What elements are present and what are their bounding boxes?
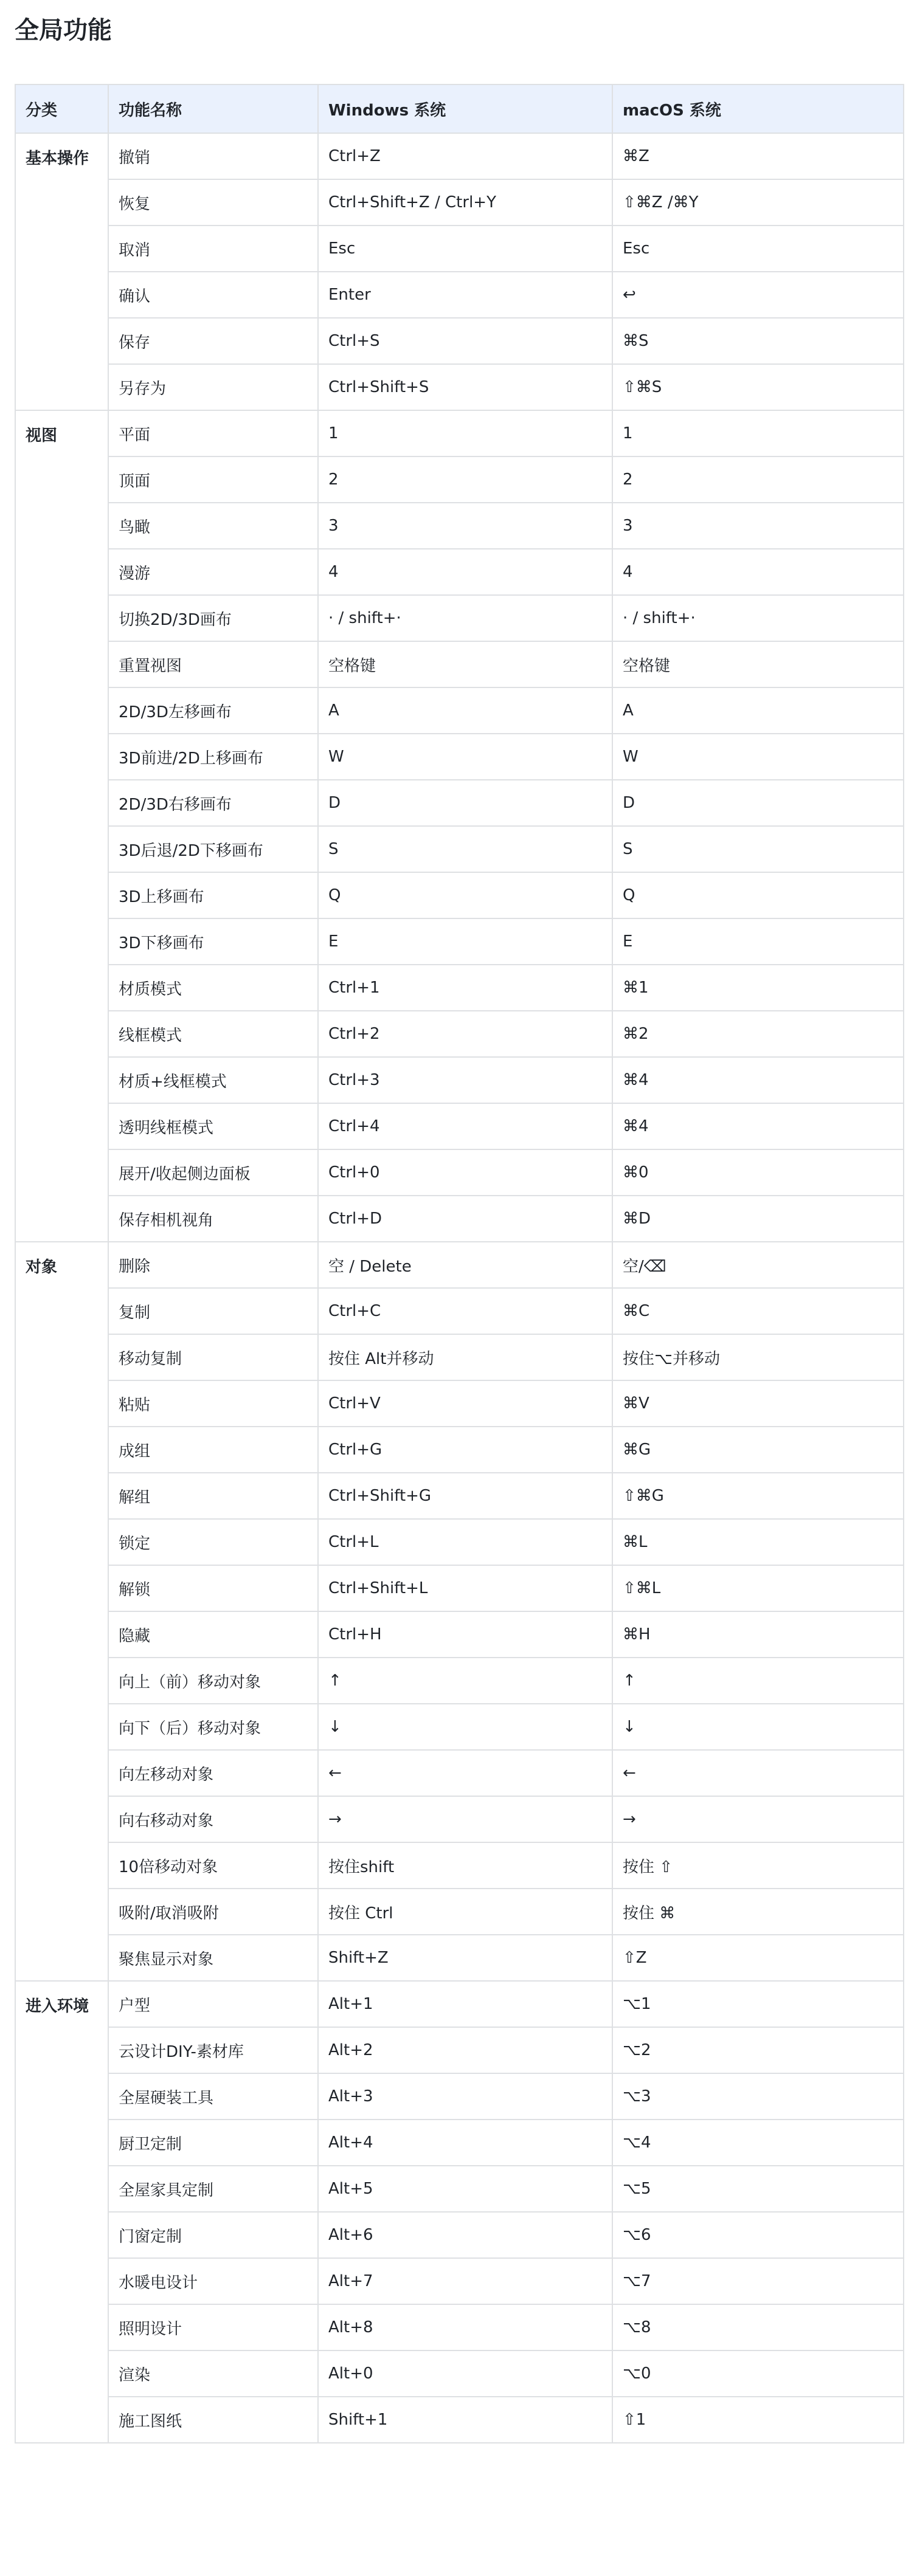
windows-shortcut-cell: Alt+8 [318, 2304, 612, 2350]
macos-shortcut-cell: 4 [612, 549, 904, 595]
function-name-cell: 渲染 [108, 2350, 318, 2397]
windows-shortcut-cell: 按住 Alt并移动 [318, 1334, 612, 1380]
function-name-cell: 2D/3D右移画布 [108, 780, 318, 826]
macos-shortcut-cell: 按住 ⇧ [612, 1842, 904, 1889]
function-name-cell: 确认 [108, 272, 318, 318]
table-header-row [15, 84, 904, 133]
macos-shortcut-cell: · / shift+· [612, 595, 904, 641]
macos-shortcut-cell: ↑ [612, 1658, 904, 1704]
table-row [15, 1288, 904, 1334]
windows-shortcut-cell: Ctrl+3 [318, 1057, 612, 1103]
macos-shortcut-cell: → [612, 1796, 904, 1842]
function-name-cell: 重置视图 [108, 641, 318, 687]
header-macos: macOS 系统 [612, 84, 904, 133]
macos-shortcut-cell: S [612, 826, 904, 872]
function-name-cell: 锁定 [108, 1519, 318, 1565]
macos-shortcut-cell: ⌘H [612, 1611, 904, 1658]
table-row [15, 826, 904, 872]
function-name-cell: 展开/收起侧边面板 [108, 1149, 318, 1196]
table-row [15, 2166, 904, 2212]
windows-shortcut-cell: Ctrl+Shift+S [318, 364, 612, 410]
category-cell: 进入环境 [15, 1981, 108, 2443]
macos-shortcut-cell: ⌘4 [612, 1057, 904, 1103]
table-row [15, 1842, 904, 1889]
macos-shortcut-cell: ⌘S [612, 318, 904, 364]
table-row [15, 1057, 904, 1103]
table-row [15, 410, 904, 456]
windows-shortcut-cell: Ctrl+1 [318, 965, 612, 1011]
macos-shortcut-cell: ⌘L [612, 1519, 904, 1565]
function-name-cell: 向左移动对象 [108, 1750, 318, 1796]
windows-shortcut-cell: 按住 Ctrl [318, 1889, 612, 1935]
function-name-cell: 鸟瞰 [108, 503, 318, 549]
windows-shortcut-cell: Shift+Z [318, 1935, 612, 1981]
windows-shortcut-cell: 3 [318, 503, 612, 549]
function-name-cell: 切换2D/3D画布 [108, 595, 318, 641]
windows-shortcut-cell: Ctrl+Shift+G [318, 1473, 612, 1519]
macos-shortcut-cell: ⌥1 [612, 1981, 904, 2027]
macos-shortcut-cell: 空格键 [612, 641, 904, 687]
table-row [15, 133, 904, 179]
table-row [15, 503, 904, 549]
windows-shortcut-cell: Ctrl+S [318, 318, 612, 364]
function-name-cell: 解组 [108, 1473, 318, 1519]
table-row [15, 734, 904, 780]
table-row [15, 965, 904, 1011]
shortcut-table [15, 84, 904, 2443]
windows-shortcut-cell: Alt+1 [318, 1981, 612, 2027]
function-name-cell: 全屋家具定制 [108, 2166, 318, 2212]
page-title: 全局功能 [15, 16, 112, 44]
macos-shortcut-cell: ⇧⌘Z /⌘Y [612, 179, 904, 226]
function-name-cell: 聚焦显示对象 [108, 1935, 318, 1981]
table-row [15, 1658, 904, 1704]
windows-shortcut-cell: Alt+7 [318, 2258, 612, 2304]
table-row [15, 1519, 904, 1565]
macos-shortcut-cell: ⌥5 [612, 2166, 904, 2212]
table-row [15, 1103, 904, 1149]
macos-shortcut-cell: ⌥6 [612, 2212, 904, 2258]
table-row [15, 2120, 904, 2166]
table-row [15, 456, 904, 503]
macos-shortcut-cell: ⇧⌘S [612, 364, 904, 410]
windows-shortcut-cell: Ctrl+Shift+L [318, 1565, 612, 1611]
function-name-cell: 保存 [108, 318, 318, 364]
macos-shortcut-cell: ⌘0 [612, 1149, 904, 1196]
macos-shortcut-cell: ↩ [612, 272, 904, 318]
windows-shortcut-cell: Ctrl+4 [318, 1103, 612, 1149]
table-row [15, 1380, 904, 1427]
macos-shortcut-cell: ⌘D [612, 1196, 904, 1242]
windows-shortcut-cell: W [318, 734, 612, 780]
function-name-cell: 透明线框模式 [108, 1103, 318, 1149]
table-row [15, 2027, 904, 2073]
function-name-cell: 全屋硬装工具 [108, 2073, 318, 2120]
macos-shortcut-cell: ⌥7 [612, 2258, 904, 2304]
macos-shortcut-cell: Esc [612, 226, 904, 272]
function-name-cell: 隐藏 [108, 1611, 318, 1658]
windows-shortcut-cell: Alt+4 [318, 2120, 612, 2166]
function-name-cell: 线框模式 [108, 1011, 318, 1057]
function-name-cell: 3D下移画布 [108, 918, 318, 965]
table-row [15, 1473, 904, 1519]
macos-shortcut-cell: ⌘C [612, 1288, 904, 1334]
windows-shortcut-cell: Ctrl+G [318, 1427, 612, 1473]
function-name-cell: 平面 [108, 410, 318, 456]
macos-shortcut-cell: ⇧⌘L [612, 1565, 904, 1611]
macos-shortcut-cell: 3 [612, 503, 904, 549]
windows-shortcut-cell: A [318, 687, 612, 734]
windows-shortcut-cell: Ctrl+0 [318, 1149, 612, 1196]
function-name-cell: 复制 [108, 1288, 318, 1334]
function-name-cell: 照明设计 [108, 2304, 318, 2350]
table-body [15, 133, 904, 2443]
windows-shortcut-cell: Ctrl+Z [318, 133, 612, 179]
windows-shortcut-cell: Shift+1 [318, 2397, 612, 2443]
windows-shortcut-cell: Alt+2 [318, 2027, 612, 2073]
function-name-cell: 施工图纸 [108, 2397, 318, 2443]
function-name-cell: 成组 [108, 1427, 318, 1473]
macos-shortcut-cell: ⌥8 [612, 2304, 904, 2350]
category-cell: 基本操作 [15, 133, 108, 410]
windows-shortcut-cell: Esc [318, 226, 612, 272]
macos-shortcut-cell: ⌘Z [612, 133, 904, 179]
windows-shortcut-cell: E [318, 918, 612, 965]
function-name-cell: 保存相机视角 [108, 1196, 318, 1242]
category-cell: 视图 [15, 410, 108, 1242]
macos-shortcut-cell: ⌘V [612, 1380, 904, 1427]
windows-shortcut-cell: Ctrl+D [318, 1196, 612, 1242]
windows-shortcut-cell: → [318, 1796, 612, 1842]
category-cell: 对象 [15, 1242, 108, 1981]
function-name-cell: 3D后退/2D下移画布 [108, 826, 318, 872]
table-row [15, 780, 904, 826]
function-name-cell: 取消 [108, 226, 318, 272]
table-row [15, 2212, 904, 2258]
table-row [15, 318, 904, 364]
function-name-cell: 户型 [108, 1981, 318, 2027]
macos-shortcut-cell: ⇧1 [612, 2397, 904, 2443]
table-row [15, 872, 904, 918]
function-name-cell: 3D上移画布 [108, 872, 318, 918]
windows-shortcut-cell: D [318, 780, 612, 826]
macos-shortcut-cell: ⌘2 [612, 1011, 904, 1057]
macos-shortcut-cell: 1 [612, 410, 904, 456]
function-name-cell: 另存为 [108, 364, 318, 410]
windows-shortcut-cell: S [318, 826, 612, 872]
macos-shortcut-cell: ⌥3 [612, 2073, 904, 2120]
header-category: 分类 [15, 84, 108, 133]
function-name-cell: 吸附/取消吸附 [108, 1889, 318, 1935]
function-name-cell: 云设计DIY-素材库 [108, 2027, 318, 2073]
table-row [15, 2350, 904, 2397]
function-name-cell: 顶面 [108, 456, 318, 503]
table-row [15, 1981, 904, 2027]
macos-shortcut-cell: D [612, 780, 904, 826]
table-row [15, 1334, 904, 1380]
function-name-cell: 解锁 [108, 1565, 318, 1611]
table-row [15, 1242, 904, 1288]
function-name-cell: 向右移动对象 [108, 1796, 318, 1842]
table-row [15, 1011, 904, 1057]
table-row [15, 179, 904, 226]
macos-shortcut-cell: 按住⌥并移动 [612, 1334, 904, 1380]
windows-shortcut-cell: Enter [318, 272, 612, 318]
macos-shortcut-cell: ⇧Z [612, 1935, 904, 1981]
header-windows: Windows 系统 [318, 84, 612, 133]
macos-shortcut-cell: ⌥2 [612, 2027, 904, 2073]
table-row [15, 1196, 904, 1242]
table-row [15, 1889, 904, 1935]
windows-shortcut-cell: ↑ [318, 1658, 612, 1704]
table-row [15, 2397, 904, 2443]
table-row [15, 2258, 904, 2304]
macos-shortcut-cell: ⌘4 [612, 1103, 904, 1149]
table-row [15, 641, 904, 687]
table-row [15, 1935, 904, 1981]
function-name-cell: 10倍移动对象 [108, 1842, 318, 1889]
windows-shortcut-cell: 2 [318, 456, 612, 503]
table-row [15, 1750, 904, 1796]
windows-shortcut-cell: Alt+6 [318, 2212, 612, 2258]
function-name-cell: 粘贴 [108, 1380, 318, 1427]
function-name-cell: 移动复制 [108, 1334, 318, 1380]
table-row [15, 549, 904, 595]
windows-shortcut-cell: · / shift+· [318, 595, 612, 641]
function-name-cell: 材质+线框模式 [108, 1057, 318, 1103]
windows-shortcut-cell: ← [318, 1750, 612, 1796]
macos-shortcut-cell: ↓ [612, 1704, 904, 1750]
macos-shortcut-cell: ⇧⌘G [612, 1473, 904, 1519]
windows-shortcut-cell: Ctrl+2 [318, 1011, 612, 1057]
table-row [15, 364, 904, 410]
function-name-cell: 2D/3D左移画布 [108, 687, 318, 734]
function-name-cell: 向上（前）移动对象 [108, 1658, 318, 1704]
table-row [15, 1149, 904, 1196]
table-row [15, 1427, 904, 1473]
windows-shortcut-cell: Ctrl+L [318, 1519, 612, 1565]
table-row [15, 272, 904, 318]
function-name-cell: 删除 [108, 1242, 318, 1288]
windows-shortcut-cell: Ctrl+C [318, 1288, 612, 1334]
function-name-cell: 撤销 [108, 133, 318, 179]
windows-shortcut-cell: Ctrl+V [318, 1380, 612, 1427]
windows-shortcut-cell: Q [318, 872, 612, 918]
function-name-cell: 水暖电设计 [108, 2258, 318, 2304]
macos-shortcut-cell: ⌥0 [612, 2350, 904, 2397]
function-name-cell: 门窗定制 [108, 2212, 318, 2258]
windows-shortcut-cell: Alt+0 [318, 2350, 612, 2397]
function-name-cell: 厨卫定制 [108, 2120, 318, 2166]
table-row [15, 1796, 904, 1842]
macos-shortcut-cell: E [612, 918, 904, 965]
table-row [15, 918, 904, 965]
macos-shortcut-cell: Q [612, 872, 904, 918]
windows-shortcut-cell: ↓ [318, 1704, 612, 1750]
macos-shortcut-cell: 2 [612, 456, 904, 503]
macos-shortcut-cell: W [612, 734, 904, 780]
table-row [15, 2304, 904, 2350]
windows-shortcut-cell: 1 [318, 410, 612, 456]
table-row [15, 687, 904, 734]
windows-shortcut-cell: 空 / Delete [318, 1242, 612, 1288]
function-name-cell: 向下（后）移动对象 [108, 1704, 318, 1750]
macos-shortcut-cell: 按住 ⌘ [612, 1889, 904, 1935]
function-name-cell: 恢复 [108, 179, 318, 226]
table-row [15, 226, 904, 272]
macos-shortcut-cell: ⌘G [612, 1427, 904, 1473]
function-name-cell: 3D前进/2D上移画布 [108, 734, 318, 780]
table-row [15, 2073, 904, 2120]
table-row [15, 595, 904, 641]
function-name-cell: 材质模式 [108, 965, 318, 1011]
macos-shortcut-cell: ← [612, 1750, 904, 1796]
macos-shortcut-cell: ⌥4 [612, 2120, 904, 2166]
function-name-cell: 漫游 [108, 549, 318, 595]
macos-shortcut-cell: A [612, 687, 904, 734]
table-row [15, 1611, 904, 1658]
table-row [15, 1565, 904, 1611]
windows-shortcut-cell: Ctrl+H [318, 1611, 612, 1658]
macos-shortcut-cell: 空/⌫ [612, 1242, 904, 1288]
windows-shortcut-cell: 4 [318, 549, 612, 595]
windows-shortcut-cell: Alt+3 [318, 2073, 612, 2120]
table-row [15, 1704, 904, 1750]
windows-shortcut-cell: Ctrl+Shift+Z / Ctrl+Y [318, 179, 612, 226]
windows-shortcut-cell: 空格键 [318, 641, 612, 687]
windows-shortcut-cell: 按住shift [318, 1842, 612, 1889]
header-function-name: 功能名称 [108, 84, 318, 133]
macos-shortcut-cell: ⌘1 [612, 965, 904, 1011]
windows-shortcut-cell: Alt+5 [318, 2166, 612, 2212]
